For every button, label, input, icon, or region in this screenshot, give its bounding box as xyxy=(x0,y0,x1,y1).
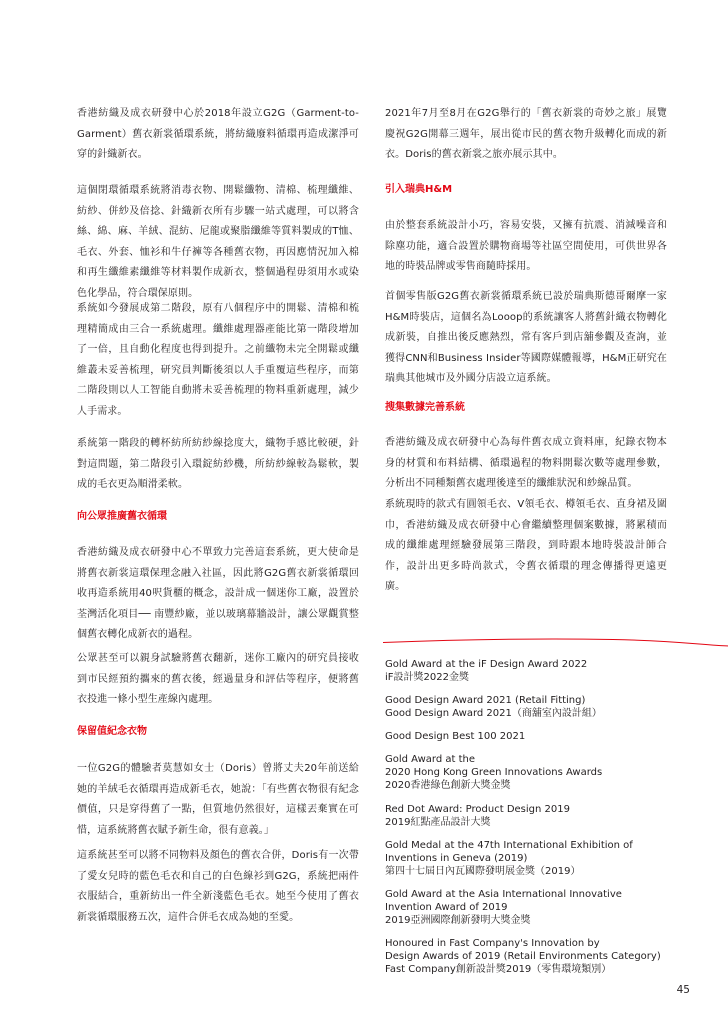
award-line: 2019亞洲國際創新發明大獎金獎 xyxy=(385,915,531,926)
mini-factory-paragraph: 香港紡織及成衣研發中心不單致力完善這套系統，更大使命是將舊衣新裳這環保理念融入社區，因此將G2G舊衣新裳循環回收再造系統用40呎貨櫃的概念，設計成一個迷你工廠，設置於荃灣活化項目── 南豐紗廠，並以玻璃幕牆設計，讓公眾觀賞整個舊衣轉化成新衣的過程。 xyxy=(77,547,359,641)
award-line: Good Design Award 2021（商舖室內設計組） xyxy=(385,708,602,719)
award-item xyxy=(385,888,705,927)
section-heading-memorial-garments: 保留值紀念衣物 xyxy=(77,726,147,737)
closed-loop-paragraph: 這個閉環循環系統將消毒衣物、開鬆纖物、清棉、梳理纖維、紡紗、併紗及倍捻、針織新衣所有步驟一站式處理，可以將含絲、綿、麻、羊絨、混紡、尼龍或聚脂纖維等質料製成的T恤、毛衣、外套、恤衫和牛仔褲等各種舊衣物，再因應情況加入棉和再生纖維素纖維等材料製作成新衣，整個過程毋須用水或染色化學品，符合環保原則。 xyxy=(77,185,359,299)
award-line: iF設計獎2022金獎 xyxy=(385,672,469,683)
award-line: 2019紅點產品設計大獎 xyxy=(385,817,491,828)
award-item xyxy=(385,694,705,720)
phase-three-paragraph: 系統現時的款式有圓領毛衣、V領毛衣、樽領毛衣、直身裙及圍巾，香港紡織及成衣研發中心會繼續整理個案數據，將累積而成的纖維處理經驗發展第三階段，到時跟本地時裝設計師合作，設計出更多時尚款式，令舊衣循環的理念傳播得更遠更廣。 xyxy=(385,499,667,593)
red-curve-divider xyxy=(383,636,728,649)
database-paragraph: 香港紡織及成衣研發中心為每件舊衣成立資料庫，紀錄衣物本身的材質和布料結構、循環過程的物料開鬆次數等處理參數，分析出不同種類舊衣處理後達至的纖維狀況和紗線品質。 xyxy=(385,437,667,490)
award-line: 2020 Hong Kong Green Innovations Awards xyxy=(385,767,603,778)
doris-story-paragraph: 一位G2G的體驗者莫慧如女士（Doris）曾將丈夫20年前送給她的羊絨毛衣循環再造成新毛衣，她說：「有些舊衣物很有紀念價值，只是穿得舊了一點，但質地仍然很好，這樣丟棄實在可惜，這系統將舊衣賦予新生命，很有意義。」 xyxy=(77,763,359,836)
ring-spinning-paragraph: 系統第一階段的轉杯紡所紡紗線捻度大，織物手感比較硬，針對這問題，第二階段引入環錠紡紗機，所紡紗線較為鬆軟，製成的毛衣更為順滑柔軟。 xyxy=(77,438,359,491)
award-line: Gold Award at the Asia International Innovative xyxy=(385,889,622,900)
intro-paragraph: 香港紡織及成衣研發中心於2018年設立G2G（Garment-to-Garment）舊衣新裳循環系統，將紡織廢料循環再造成潔淨可穿的針織新衣。 xyxy=(77,108,359,161)
award-item xyxy=(385,730,705,743)
award-line: Inventions in Geneva (2019) xyxy=(385,853,528,864)
section-heading-hm: 引入瑞典H&M xyxy=(385,184,453,195)
exhibition-paragraph: 2021年7月至8月在G2G舉行的「舊衣新裳的奇妙之旅」展覽慶祝G2G開幕三週年，展出從市民的舊衣物升級轉化而成的新衣。Doris的舊衣新裳之旅亦展示其中。 xyxy=(385,108,667,161)
award-line: Good Design Award 2021 (Retail Fitting) xyxy=(385,695,586,706)
combined-sweater-paragraph: 這系統甚至可以將不同物料及顏色的舊衣合併，Doris有一次帶了愛女兒時的藍色毛衣和自己的白色線衫到G2G，系統把兩件衣服結合，重新紡出一件全新淺藍色毛衣。她至今使用了舊衣新裳循環服務五次，這件合併毛衣成為她的至愛。 xyxy=(77,850,359,923)
section-heading-public-promotion: 向公眾推廣舊衣循環 xyxy=(77,511,167,522)
compact-design-paragraph: 由於整套系統設計小巧，容易安裝，又擁有抗震、消減噪音和除塵功能，適合設置於購物商場等社區空間使用，可供世界各地的時裝品牌或零售商隨時採用。 xyxy=(385,220,667,273)
page-number: 45 xyxy=(676,984,690,996)
award-line: Honoured in Fast Company's Innovation by xyxy=(385,938,600,949)
award-line: Gold Medal at the 47th International Exhibition of xyxy=(385,840,633,851)
award-item xyxy=(385,839,705,878)
award-line: Design Awards of 2019 (Retail Environments Category) xyxy=(385,951,661,962)
award-line: Fast Company創新設計獎2019（零售環境類別） xyxy=(385,964,612,975)
second-phase-paragraph: 系統如今發展成第二階段，原有八個程序中的開鬆、清棉和梳理精簡成由三合一系統處理。纖維處理器產能比第一階段增加了一倍，且自動化程度也得到提升。之前纖物未完全開鬆或纖維叢未妥善梳理，研究員判斷後須以人手重覆這些程序，而第二階段則以人工智能自動將未妥善梳理的物料重新處理，減少人手需求。 xyxy=(77,303,359,417)
award-item xyxy=(385,937,705,976)
award-line: 第四十七屆日內瓦國際發明展金獎（2019） xyxy=(385,866,581,877)
award-line: Good Design Best 100 2021 xyxy=(385,731,526,742)
looop-paragraph: 首個零售版G2G舊衣新裳循環系統已設於瑞典斯德哥爾摩一家H&M時裝店，這個名為Looop的系統讓客人將舊針織衣物轉化成新裝，自推出後反應熱烈，常有客戶到店舖參觀及查詢，並獲得CNN和Business Insider等國際媒體報導，H&M正研究在瑞典其他城市及外國分店設立這系統。 xyxy=(385,291,667,385)
section-heading-data-collection: 搜集數據完善系統 xyxy=(385,402,465,413)
award-line: Invention Award of 2019 xyxy=(385,902,508,913)
award-line: Red Dot Award: Product Design 2019 xyxy=(385,804,570,815)
public-trial-paragraph: 公眾甚至可以親身試驗將舊衣翻新，迷你工廠內的研究員接收到市民經預約攜來的舊衣後，經過量身和評估等程序，便將舊衣投進一條小型生產線內處理。 xyxy=(77,653,359,706)
award-line: Gold Award at the xyxy=(385,754,476,765)
award-line: Gold Award at the iF Design Award 2022 xyxy=(385,659,588,670)
award-item xyxy=(385,753,705,792)
award-item xyxy=(385,658,705,684)
award-item xyxy=(385,803,705,829)
award-line: 2020香港綠色創新大獎金獎 xyxy=(385,780,511,791)
